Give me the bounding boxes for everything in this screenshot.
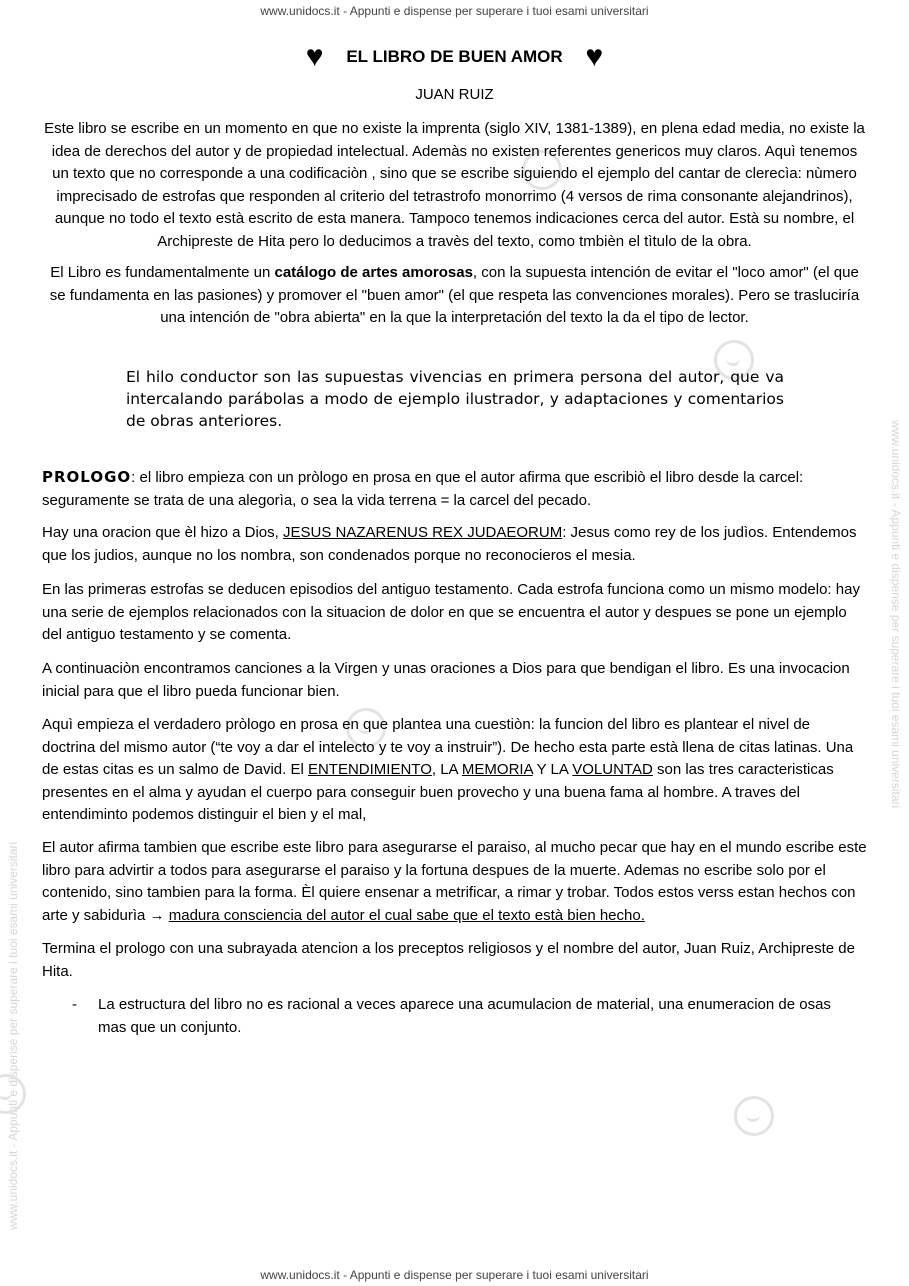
- document-author: JUAN RUIZ: [415, 86, 494, 103]
- watermark-left: www.unidocs.it - Appunti e dispense per superare i tuoi esami universitari: [6, 841, 20, 1230]
- oracion-paragraph: [42, 522, 867, 567]
- bold-text: catálogo de artes amorosas: [274, 264, 473, 281]
- list-bullet: -: [72, 996, 77, 1013]
- document-title: EL LIBRO DE BUEN AMOR: [346, 47, 563, 66]
- prologo-label: PROLOGO: [42, 468, 132, 486]
- text-run: Aquì empieza el verdadero pròlogo en prosa en que plantea una cuestiòn: la funcion del libro es plantear el nivel de doctrina del mismo autor (“te voy a dar el intelecto y te voy a instruir”). De hecho esta parte està llena de citas latinas. Una de estas citas es un salmo de David. El: [42, 716, 854, 778]
- title-row: [0, 42, 909, 72]
- canciones-paragraph: A continuaciòn encontramos canciones a la Virgen y unas oraciones a Dios para que bendigan el libro. Es una invocacion inicial para que el libro pueda funcionar bien.: [42, 660, 850, 700]
- heart-icon: ♥: [305, 40, 324, 73]
- underlined-text: MEMORIA: [461, 761, 533, 778]
- prologo-prosa-paragraph: [42, 714, 867, 827]
- underlined-text: JESUS NAZARENUS REX JUDAEORUM: [282, 524, 563, 541]
- text-run: El Libro es fundamentalmente un: [50, 264, 275, 281]
- watermark-bottom: www.unidocs.it - Appunti e dispense per superare i tuoi esami universitari: [260, 1268, 649, 1282]
- underlined-text: ENTENDIMIENTO: [307, 761, 432, 778]
- estrofas-paragraph: En las primeras estrofas se deducen episodios del antiguo testamento. Cada estrofa funciona como un mismo modelo: hay una serie de ejemplos relacionados con la situacion de dolor en que se encuentra el autor y despues se pone un ejemplo del antiguo testamento y se comenta.: [42, 581, 860, 643]
- text-run: , LA: [431, 761, 462, 778]
- underlined-text: VOLUNTAD: [572, 761, 653, 778]
- watermark-logo-icon: [0, 1074, 26, 1114]
- text-run: : Jesus como rey de los judìos. Entendemos que los judios, aunque no los nombra, son condenados porque no reconocieros el mesia.: [42, 524, 857, 564]
- watermark-right: www.unidocs.it - Appunti e dispense per superare i tuoi esami universitari: [889, 420, 903, 809]
- text-run: El autor afirma tambien que escribe este libro para asegurarse el paraiso, al mucho pecar que hay en el mundo escribe este libro para advirtir a todos para asegurarse el paraiso y la fortuna despues de la muerte. Ademas no escribe solo por el contenido, sino tambien para la forma. Èl quiere ensenar a metrificar, a rimar y trobar. Todos estos verss estan hechos con arte y sabidurìa →: [42, 839, 867, 924]
- watermark-top: www.unidocs.it - Appunti e dispense per superare i tuoi esami universitari: [260, 4, 649, 18]
- intro-paragraph-catalogo: [42, 262, 867, 330]
- text-run: : el libro empieza con un pròlogo en prosa en que el autor afirma que escribiò el libro desde la carcel: seguramente se trata de una alegorìa, o sea la vida terrena = la carcel del pecado.: [42, 469, 804, 509]
- text-run: , con la supuesta intención de evitar el "loco amor" (el que se fundamenta en las pasiones) y promover el "buen amor" (el que respeta las convenciones morales). Pero se trasluciría una intención de "obra abierta" en la que la interpretación del texto la da el tipo de lector.: [49, 264, 860, 326]
- text-run: Y LA: [532, 761, 573, 778]
- watermark-logo-icon: [734, 1096, 774, 1136]
- underlined-text: madura consciencia del autor el cual sabe que el texto està bien hecho.: [168, 906, 645, 924]
- list-item-text: La estructura del libro no es racional a veces aparece una acumulacion de material, una enumeracion de osas mas que un conjunto.: [98, 996, 831, 1036]
- heart-icon: ♥: [585, 40, 604, 73]
- autor-paragraph: [42, 837, 867, 927]
- highlight-box: El hilo conductor son las supuestas vivencias en primera persona del autor, que va intercalando parábolas a modo de ejemplo ilustrador, y adaptaciones y comentarios de obras anteriores.: [126, 368, 784, 430]
- termina-paragraph: Termina el prologo con una subrayada atencion a los preceptos religiosos y el nombre del autor, Juan Ruiz, Archipreste de Hita.: [42, 940, 855, 980]
- text-run: son las tres caracteristicas presentes en el alma y ayudan el cuerpo para conseguir buen provecho y una buena fama al hombre. A traves del entendiminto podemos distinguir el bien y el mal,: [42, 761, 834, 823]
- text-run: Hay una oracion que èl hizo a Dios,: [42, 524, 283, 541]
- prologo-paragraph: [42, 466, 867, 512]
- intro-paragraph: Este libro se escribe en un momento en que no existe la imprenta (siglo XIV, 1381-1389), en plena edad media, no existe la idea de derechos del autor y de propiedad intelectual. Ademàs no existen referentes genericos muy claros. Aquì tenemos un texto que no corresponde a una codificaciòn , sino que se escribe siguiendo el ejemplo del cantar de clerecìa: nùmero imprecisado de estrofas que responden al criterio del tetrastrofo monorrimo (4 versos de rima consonante alejandrinos), aunque no todo el texto està escrito de esta manera. Tampoco tenemos indicaciones cerca del autor. Està su nombre, el Archipreste de Hita pero lo deducimos a travès del texto, como tmbièn el tìtulo de la obra.: [44, 120, 865, 250]
